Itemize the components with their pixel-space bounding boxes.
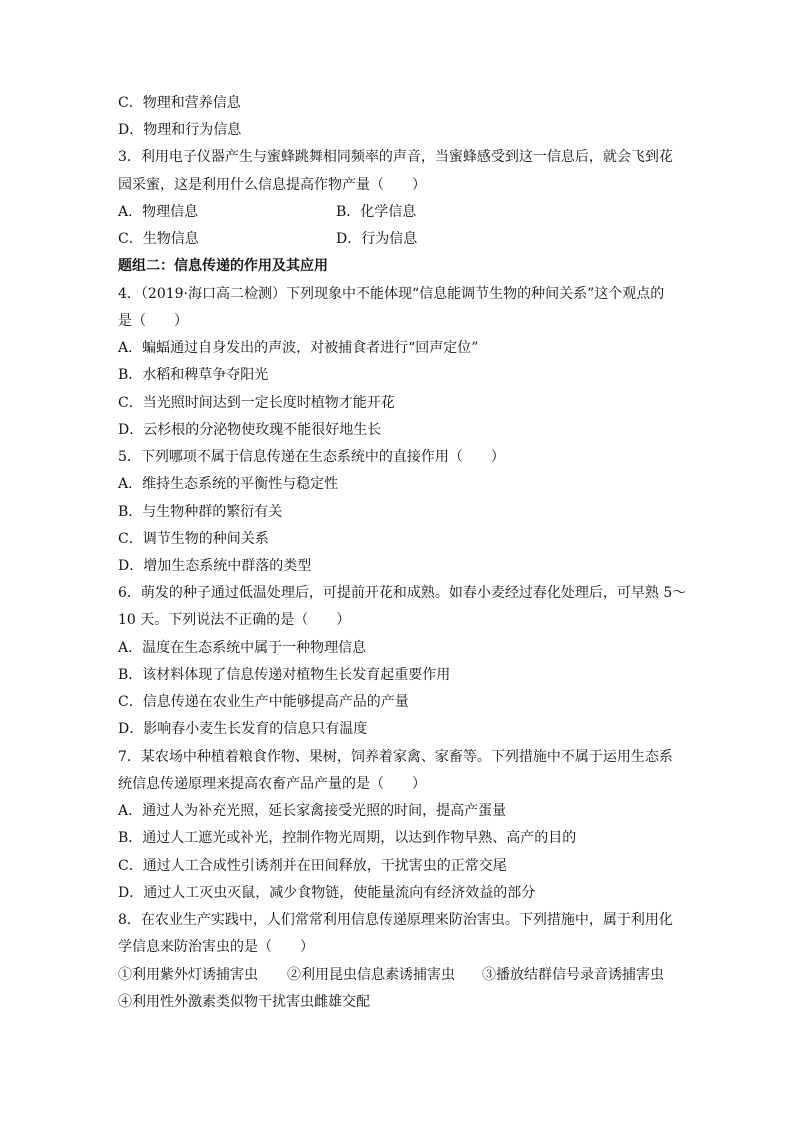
- question-6-stem: 6．萌发的种子通过低温处理后，可提前开花和成熟。如春小麦经过春化处理后，可早熟 5～: [118, 585, 687, 602]
- option-b: B．水稻和稗草争夺阳光: [118, 367, 269, 384]
- option-d: D．行为信息: [336, 231, 418, 248]
- question-3-option-row: [118, 199, 678, 226]
- option-d: D．物理和行为信息: [118, 122, 242, 139]
- option-a: A．蝙蝠通过自身发出的声波，对被捕食者进行“回声定位”: [118, 340, 479, 357]
- option-b: B．与生物种群的繁衍有关: [118, 503, 283, 520]
- question-3-stem: 3．利用电子仪器产生与蜜蜂跳舞相同频率的声音，当蜜蜂感受到这一信息后，就会飞到花: [118, 149, 673, 166]
- question-8-stem: 学信息来防治害虫的是（ ）: [118, 939, 314, 956]
- page-content: [118, 90, 687, 1016]
- question-5-stem: 5．下列哪项不属于信息传递在生态系统中的直接作用（ ）: [118, 449, 505, 466]
- option-b: B．通过人工遮光或补光，控制作物光周期，以达到作物早熟、高产的目的: [118, 830, 577, 847]
- option-a: A．维持生态系统的平衡性与稳定性: [118, 476, 339, 493]
- option-d: D．通过人工灭虫灭鼠，减少食物链，使能量流向有经济效益的部分: [118, 884, 536, 901]
- question-7-stem: 统信息传递原理来提高农畜产品产量的是（ ）: [118, 775, 426, 792]
- choice-2: ②利用昆虫信息素诱捕害虫: [287, 966, 455, 983]
- section-heading: 题组二：信息传递的作用及其应用: [118, 258, 328, 275]
- question-8-choice-row: [118, 962, 678, 989]
- option-b: B．化学信息: [336, 203, 417, 220]
- question-7-stem: 7．某农场中种植着粮食作物、果树，饲养着家禽、家畜等。下列措施中不属于运用生态系: [118, 748, 673, 765]
- option-d: D．云杉根的分泌物使玫瑰不能很好地生长: [118, 421, 382, 438]
- question-4-stem: 4．（2019·海口高二检测）下列现象中不能体现“信息能调节生物的种间关系”这个观点的: [118, 285, 665, 302]
- question-6-stem: 10 天。下列说法不正确的是（ ）: [118, 612, 351, 629]
- option-b: B．该材料体现了信息传递对植物生长发育起重要作用: [118, 666, 451, 683]
- choice-1: ①利用紫外灯诱捕害虫: [118, 966, 258, 983]
- option-a: A．物理信息: [118, 203, 199, 220]
- question-8-stem: 8．在农业生产实践中，人们常常利用信息传递原理来防治害虫。下列措施中，属于利用化: [118, 912, 673, 929]
- option-c: C．物理和营养信息: [118, 95, 241, 111]
- question-3-option-row: [118, 226, 678, 253]
- option-d: D．增加生态系统中群落的类型: [118, 557, 312, 574]
- option-c: C．调节生物的种间关系: [118, 530, 269, 547]
- question-4-stem: 是（ ）: [118, 312, 188, 329]
- option-d: D．影响春小麦生长发育的信息只有温度: [118, 721, 368, 738]
- question-3-stem: 园采蜜，这是利用什么信息提高作物产量（ ）: [118, 176, 426, 193]
- option-c: C．通过人工合成性引诱剂并在田间释放，干扰害虫的正常交尾: [118, 857, 507, 874]
- option-a: A．温度在生态系统中属于一种物理信息: [118, 639, 367, 656]
- option-c: C．信息传递在农业生产中能够提高产品的产量: [118, 694, 409, 711]
- option-a: A．通过人为补充光照，延长家禽接受光照的时间，提高产蛋量: [118, 803, 507, 820]
- choice-3: ③播放结群信号录音诱捕害虫: [482, 966, 664, 983]
- option-c: C．生物信息: [118, 231, 199, 248]
- option-c: C．当光照时间达到一定长度时植物才能开花: [118, 394, 395, 411]
- choice-4: ④利用性外激素类似物干扰害虫雌雄交配: [118, 993, 370, 1010]
